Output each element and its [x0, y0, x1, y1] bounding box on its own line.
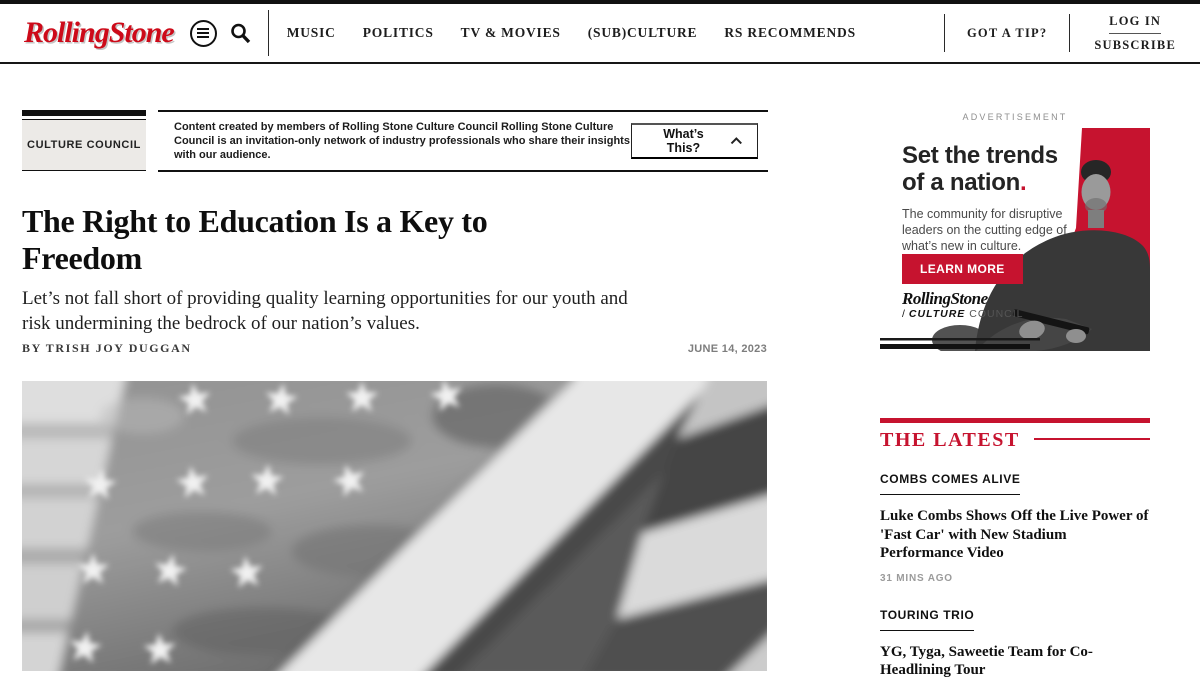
latest-headline-1[interactable]: Luke Combs Shows Off the Live Power of 'Fast Car' with New Stadium Performance Video	[880, 508, 1149, 561]
brand-council: COUNCIL	[969, 308, 1024, 320]
ad-headline-period: .	[1020, 169, 1027, 196]
site-header	[0, 4, 1200, 64]
primary-nav	[287, 25, 856, 41]
latest-kicker-1[interactable]: COMBS COMES ALIVE	[880, 472, 1020, 495]
search-button[interactable]	[229, 22, 252, 45]
latest-item	[880, 584, 1150, 680]
latest-rule	[1034, 438, 1150, 440]
header-divider	[944, 14, 945, 52]
header-divider	[268, 10, 269, 56]
got-a-tip-link[interactable]: GOT A TIP?	[967, 25, 1048, 40]
auth-links	[1094, 14, 1176, 53]
brand-culture: CULTURE	[908, 308, 966, 320]
menu-button[interactable]	[190, 20, 217, 47]
whats-this-toggle[interactable]	[631, 123, 758, 159]
latest-timestamp-1: 31 MINS AGO	[880, 572, 953, 584]
byline[interactable]: BY TRISH JOY DUGGAN	[22, 341, 192, 355]
nav-item-music[interactable]: MUSIC	[286, 25, 336, 40]
publish-date: JUNE 14, 2023	[687, 343, 767, 355]
nav-item-politics[interactable]: POLITICS	[362, 25, 434, 40]
article-hero-image	[22, 381, 767, 671]
ad-headline-line-1: Set the trends	[902, 142, 1058, 169]
article-title-line-1: The Right to Education Is a Key to	[22, 203, 488, 239]
culture-council-ad[interactable]	[880, 128, 1150, 351]
rolling-stone-logo[interactable]: RollingStone	[24, 16, 174, 49]
ad-brand-name: RollingStone	[902, 289, 988, 308]
latest-header	[880, 429, 1150, 452]
header-right-group	[944, 14, 1200, 53]
article-dek-line-1: Let’s not fall short of providing quality learning opportunities for our youth and	[22, 288, 628, 309]
byline-row	[22, 341, 767, 356]
latest-title: THE LATEST	[880, 429, 1020, 451]
header-divider	[1069, 14, 1070, 52]
chevron-up-icon	[730, 137, 743, 145]
advertisement-label: ADVERTISEMENT	[962, 112, 1068, 122]
culture-council-label[interactable]: CULTURE COUNCIL	[22, 119, 146, 171]
ad-headline	[902, 142, 1058, 196]
article-title	[22, 203, 662, 277]
latest-kicker-2[interactable]: TOURING TRIO	[880, 608, 974, 631]
article-dek-line-2: risk undermining the bedrock of our nation’s values.	[22, 313, 420, 334]
log-in-link[interactable]: LOG IN	[1109, 14, 1161, 34]
brand-slash: /	[902, 308, 906, 320]
ad-body-text: The community for disruptive leaders on the cutting edge of what’s new in culture.	[902, 207, 1067, 253]
latest-headline-2[interactable]: YG, Tyga, Saweetie Team for Co-Headlining Tour	[880, 643, 1093, 678]
nav-item-subculture[interactable]: (SUB)CULTURE	[587, 25, 698, 40]
learn-more-button[interactable]: LEARN MORE	[902, 254, 1023, 284]
culture-council-badge[interactable]	[22, 110, 146, 171]
article-dek	[22, 286, 672, 336]
ad-brand-logo	[902, 290, 1024, 320]
nav-item-rs-recommends[interactable]: RS RECOMMENDS	[724, 25, 856, 40]
council-disclosure-text: Content created by members of Rolling Stone Culture Council Rolling Stone Culture Council is an invitation-only network of industry professionals who share their insights with our audience.	[174, 121, 630, 161]
subscribe-link[interactable]: SUBSCRIBE	[1094, 37, 1176, 52]
whats-this-label: What’s This?	[663, 127, 704, 155]
council-disclosure-box	[158, 110, 768, 172]
hamburger-menu-icon	[190, 20, 217, 47]
latest-red-bar	[880, 418, 1150, 423]
ad-brand-subtitle	[902, 308, 1024, 320]
the-latest-module	[880, 418, 1150, 680]
search-icon	[229, 22, 252, 45]
ad-headline-line-2: of a nation.	[902, 169, 1027, 196]
nav-item-tv-movies[interactable]: TV & MOVIES	[460, 25, 561, 40]
badge-top-bar	[22, 110, 146, 116]
latest-item	[880, 452, 1150, 584]
article-title-line-2: Freedom	[22, 240, 142, 276]
